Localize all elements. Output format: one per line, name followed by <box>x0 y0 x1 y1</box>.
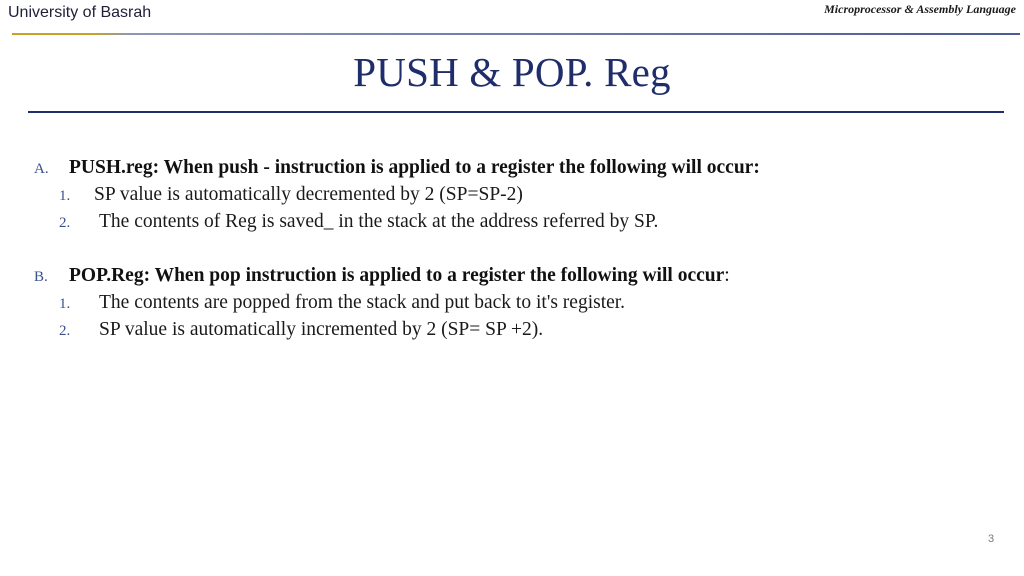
section-heading-text <box>69 265 730 287</box>
item-number: 1. <box>59 296 71 312</box>
header-divider <box>12 33 1020 35</box>
title-underline <box>28 111 1004 113</box>
section-heading-tail: : <box>724 265 730 286</box>
item-text: The contents of Reg is saved_ in the stack at the address referred by SP. <box>99 211 659 232</box>
item-number: 2. <box>59 323 71 339</box>
page-number: 3 <box>988 533 995 545</box>
section-letter: B. <box>34 269 48 285</box>
list-item <box>0 292 1024 319</box>
item-number: 1. <box>59 188 71 204</box>
item-text: SP value is automatically decremented by 2 (SP=SP-2) <box>94 184 523 205</box>
item-text: SP value is automatically incremented by 2 (SP= SP +2). <box>99 319 544 340</box>
list-item <box>0 319 1024 346</box>
section-heading <box>0 265 1024 292</box>
section-push <box>0 157 1024 238</box>
slide-title: PUSH & POP. Reg <box>353 49 671 95</box>
section-heading-text <box>69 157 760 179</box>
course-title: Microprocessor & Assembly Language <box>824 2 1016 16</box>
list-item <box>0 211 1024 238</box>
section-heading-main: PUSH.reg: When push - instruction is applied to a register the following will occur: <box>69 157 760 178</box>
item-number: 2. <box>59 215 71 231</box>
section-pop <box>0 265 1024 346</box>
item-text: The contents are popped from the stack and put back to it's register. <box>99 292 626 313</box>
section-heading-main: POP.Reg: When pop instruction is applied to a register the following will occur <box>69 265 725 286</box>
list-item <box>0 184 1024 211</box>
university-name: University of Basrah <box>8 4 152 21</box>
section-letter: A. <box>34 161 49 177</box>
section-heading <box>0 157 1024 184</box>
